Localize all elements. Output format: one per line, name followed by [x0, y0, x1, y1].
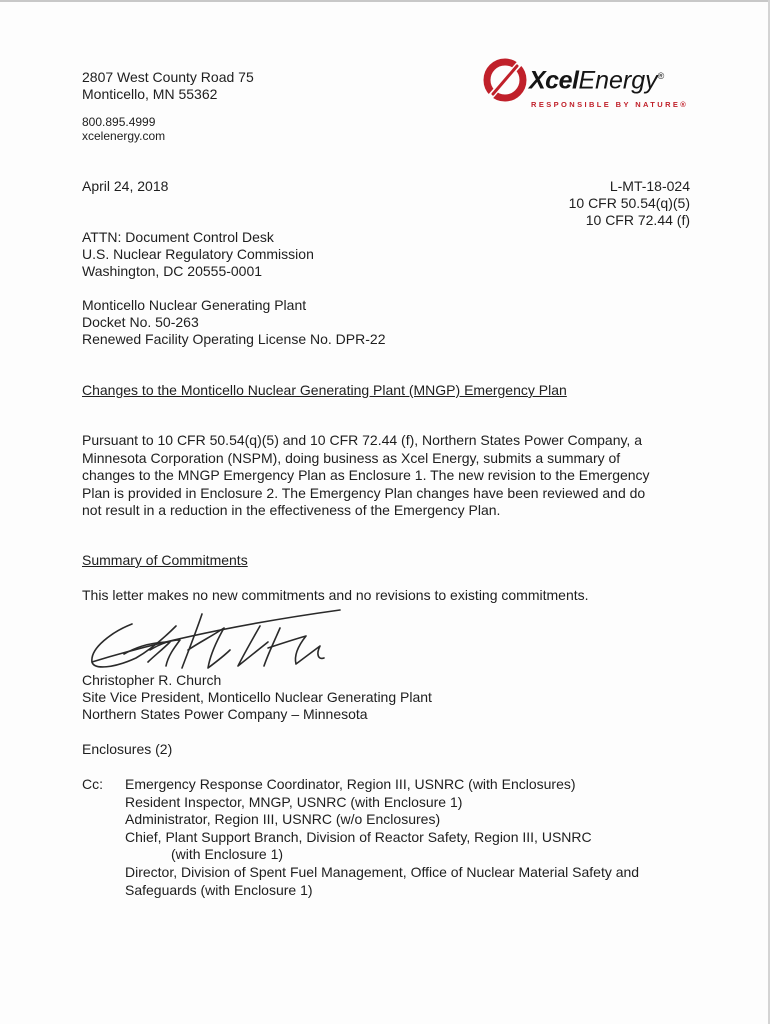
signatory-title: Site Vice President, Monticello Nuclear Generating Plant [82, 689, 432, 705]
logo-wordmark [529, 62, 664, 94]
enclosures-note: Enclosures (2) [82, 741, 173, 757]
letter-subject: Changes to the Monticello Nuclear Generating Plant (MNGP) Emergency Plan [82, 382, 567, 398]
sender-website: xcelenergy.com [82, 129, 166, 143]
cc-recipient: Emergency Response Coordinator, Region III, USNRC (with Enclosures) [125, 776, 576, 792]
body-line: Pursuant to 10 CFR 50.54(q)(5) and 10 CFR 72.44 (f), Northern States Power Company, a [82, 432, 642, 448]
body-line: Minnesota Corporation (NSPM), doing business as Xcel Energy, submits a summary of [82, 449, 621, 466]
handwritten-signature [84, 606, 344, 682]
logo-tagline: RESPONSIBLE BY NATURE® [531, 100, 689, 109]
cc-recipient: Resident Inspector, MNGP, USNRC (with Enclosure 1) [125, 793, 463, 810]
xcel-swoosh-icon [483, 56, 527, 104]
cc-list [125, 776, 639, 899]
body-line: changes to the MNGP Emergency Plan as Enclosure 1. The new revision to the Emergency [82, 467, 650, 483]
commitments-heading: Summary of Commitments [82, 552, 248, 568]
cc-recipient-continued: (with Enclosure 1) [171, 846, 284, 863]
body-line: not result in a reduction in the effectiveness of the Emergency Plan. [82, 502, 501, 518]
sender-city: Monticello, MN 55362 [82, 86, 218, 102]
cc-recipient: Director, Division of Spent Fuel Management, Office of Nuclear Material Safety and [125, 863, 640, 880]
cc-label: Cc: [82, 776, 103, 792]
sender-phone: 800.895.4999 [82, 115, 156, 129]
logo-registered: ® [657, 71, 665, 81]
reference-cfr-2: 10 CFR 72.44 (f) [585, 212, 690, 228]
body-paragraph [82, 432, 682, 520]
cc-recipient: Administrator, Region III, USNRC (w/o Enclosures) [125, 811, 441, 828]
letter-date: April 24, 2018 [82, 178, 169, 194]
plant-name: Monticello Nuclear Generating Plant [82, 297, 307, 313]
logo-word-regular: Energy [578, 66, 658, 95]
recipient-attn: ATTN: Document Control Desk [82, 229, 274, 245]
cc-recipient: Chief, Plant Support Branch, Division of Reactor Safety, Region III, USNRC [125, 828, 592, 845]
sender-street: 2807 West County Road 75 [82, 69, 254, 85]
plant-docket: Docket No. 50-263 [82, 314, 199, 330]
commitments-text: This letter makes no new commitments and no revisions to existing commitments. [82, 587, 589, 603]
signatory-company: Northern States Power Company – Minnesota [82, 706, 368, 722]
reference-cfr-1: 10 CFR 50.54(q)(5) [568, 195, 690, 211]
page-edge [0, 0, 770, 2]
signatory-name: Christopher R. Church [82, 672, 222, 688]
xcel-energy-logo [483, 56, 698, 116]
letter-number: L-MT-18-024 [609, 178, 690, 194]
recipient-org: U.S. Nuclear Regulatory Commission [82, 246, 314, 262]
recipient-city: Washington, DC 20555-0001 [82, 263, 263, 279]
body-line: Plan is provided in Enclosure 2. The Emergency Plan changes have been reviewed and do [82, 484, 646, 501]
plant-license: Renewed Facility Operating License No. DPR-22 [82, 331, 386, 347]
cc-recipient-continued: Safeguards (with Enclosure 1) [125, 881, 313, 898]
logo-word-bold: Xcel [529, 66, 579, 95]
